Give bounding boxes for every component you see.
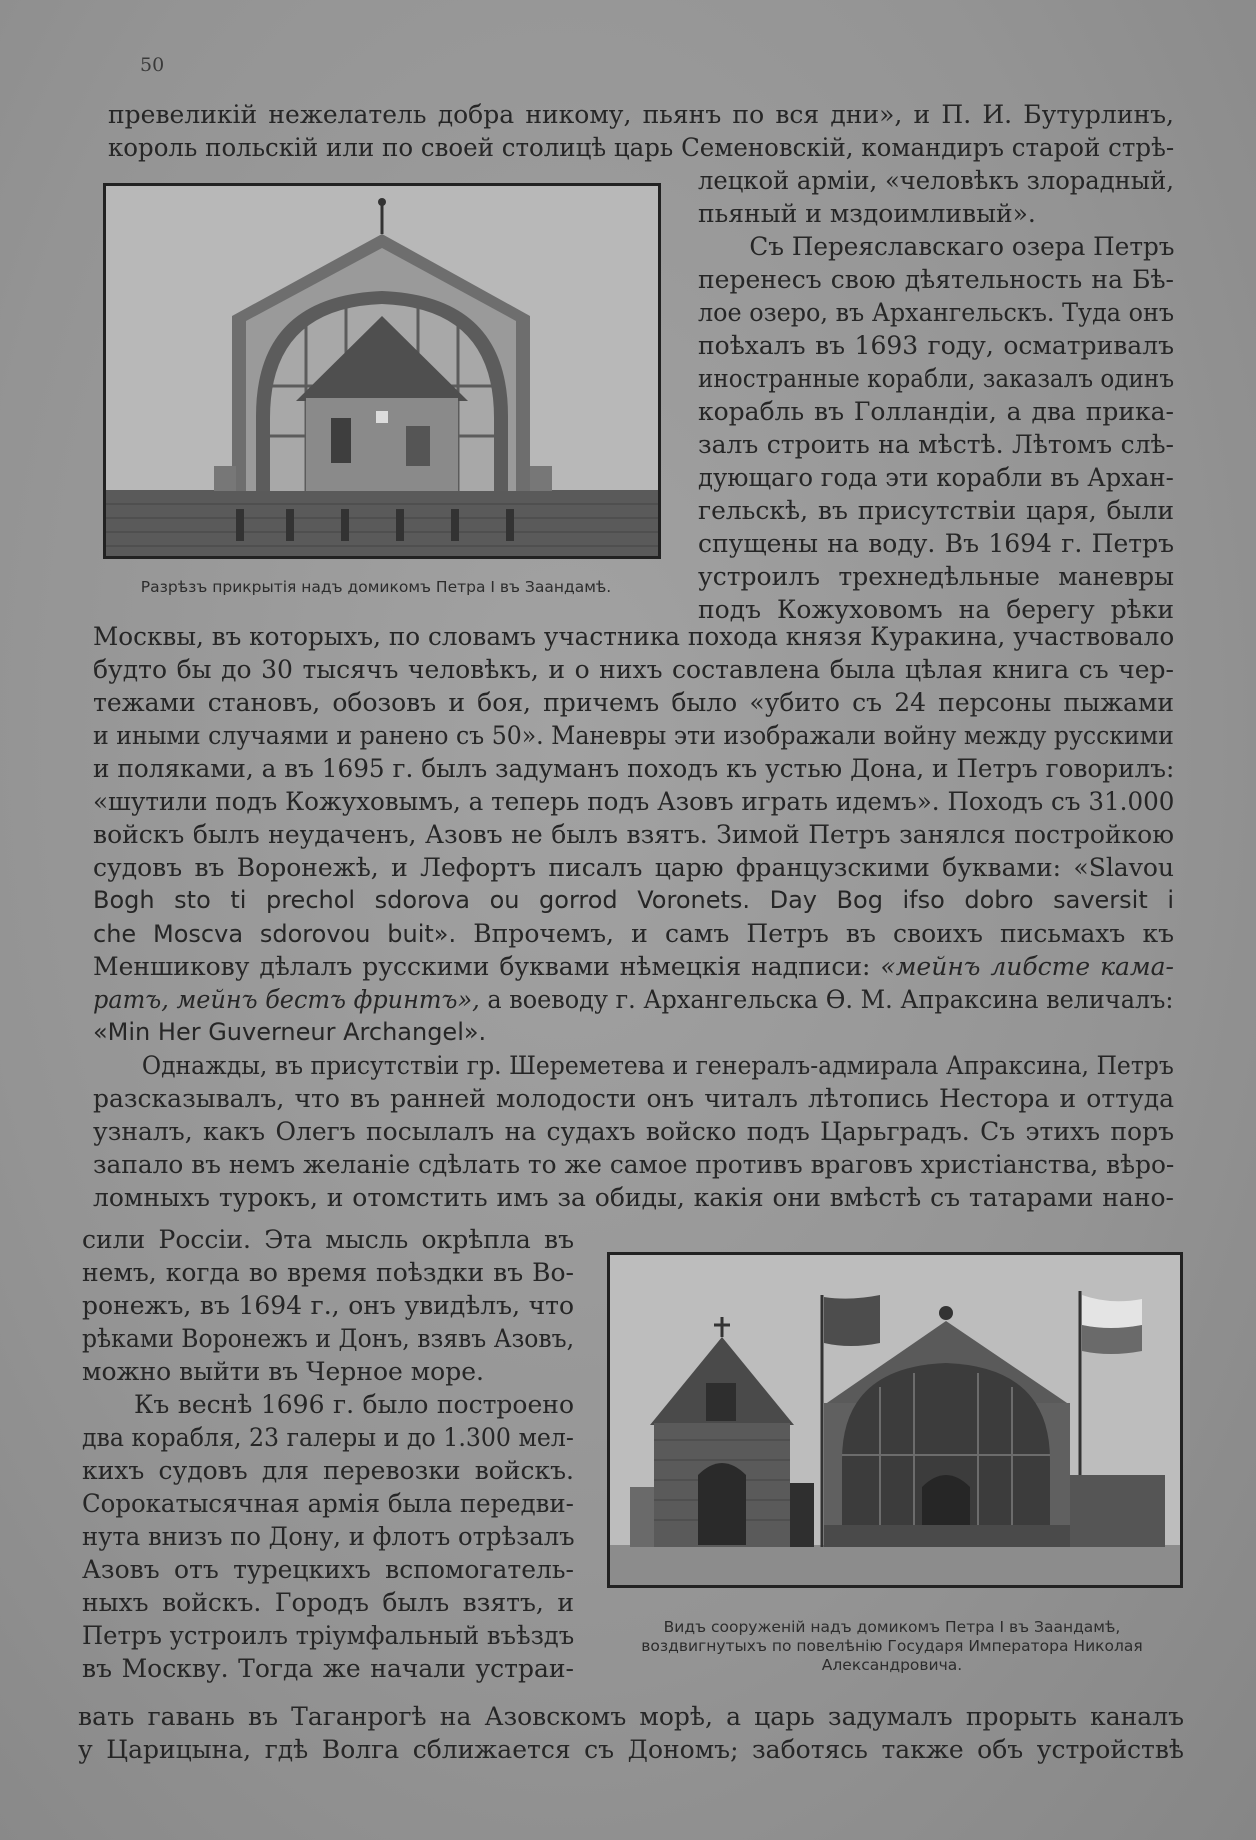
text-line: устроилъ трехнедѣльные маневры: [698, 562, 1174, 591]
text-line: рѣками Воронежъ и Донъ, взявъ Азовъ,: [82, 1324, 575, 1353]
italic-fragment: «мейнъ либсте кама-: [880, 952, 1174, 981]
figure-2-caption: [600, 1618, 1184, 1675]
text-line: у Царицына, гдѣ Волга сближается съ Дономъ; заботясь также объ устройствѣ: [78, 1735, 1184, 1764]
text-line: и поляками, а въ 1695 г. былъ задуманъ походъ къ устью Дона, и Петръ говорилъ:: [93, 754, 1175, 783]
text-line: Москвы, въ которыхъ, по словамъ участника похода князя Куракина, участвовало: [93, 622, 1175, 651]
page-number: 50: [140, 54, 165, 76]
text-line: тежами становъ, обозовъ и боя, причемъ было «убито съ 24 персоны пыжами: [93, 688, 1174, 717]
text-line: кихъ судовъ для перевозки войскъ.: [82, 1456, 574, 1485]
text-line: разсказывалъ, что въ ранней молодости онъ читалъ лѣтопись Нестора и оттуда: [93, 1084, 1174, 1113]
text-line: нута внизъ по Дону, и флотъ отрѣзалъ: [82, 1522, 575, 1551]
text-line: и иными случаями и ранено съ 50». Маневры эти изображали войну между русскими: [93, 721, 1174, 750]
text-line: Однажды, въ присутствіи гр. Шереметева и генералъ-адмирала Апраксина, Петръ: [141, 1051, 1174, 1080]
text-line: [93, 950, 1174, 983]
caption-line: воздвигнутыхъ по повелѣнію Государя Императора Николая: [641, 1637, 1143, 1655]
facade-drawing-icon: [610, 1255, 1180, 1585]
caption-line: Александровича.: [821, 1656, 963, 1674]
text-line: Сорокатысячная армія была передви-: [82, 1489, 574, 1518]
text-line: Азовъ отъ турецкихъ вспомогатель-: [82, 1555, 574, 1584]
text-line: король польскій или по своей столицѣ царь Семеновскій, командиръ старой стрѣ-: [108, 133, 1175, 162]
text-block-bottom: [78, 1700, 1184, 1766]
text-line: войскъ былъ неудаченъ, Азовъ не былъ взятъ. Зимой Петръ занялся постройкою: [93, 820, 1174, 849]
text-line: немъ, когда во время поѣздки въ Во-: [82, 1258, 574, 1287]
text-line: лецкой арміи, «человѣкъ злорадный,: [698, 166, 1174, 195]
text-line: иностранные корабли, заказалъ одинъ: [698, 364, 1175, 393]
text-line: перенесъ свою дѣятельность на Бѣ-: [698, 265, 1174, 294]
text-line: гельскѣ, въ присутствіи царя, были: [698, 496, 1174, 525]
text-line: лое озеро, въ Архангельскъ. Туда онъ: [698, 298, 1175, 327]
text-fragment: Меншикову дѣлалъ русскими буквами нѣмецкія надписи:: [93, 952, 881, 981]
figure-2-image: [607, 1252, 1183, 1588]
figure-1-caption: Разрѣзъ прикрытія надъ домикомъ Петра I въ Заандамѣ.: [140, 578, 612, 596]
text-line: поѣхалъ въ 1693 году, осматривалъ: [698, 331, 1174, 360]
text-block-right-column: [698, 164, 1174, 626]
text-line: Съ Переяславскаго озера Петръ: [749, 232, 1175, 261]
text-line: можно выйти въ Черное море.: [82, 1357, 484, 1386]
section-drawing-icon: [106, 186, 658, 556]
italic-fragment: ратъ, мейнъ бестъ фринтъ»,: [93, 985, 480, 1014]
caption-line: Видъ сооруженій надъ домикомъ Петра I въ Заандамѣ,: [663, 1618, 1121, 1636]
text-line: запало въ немъ желаніе сдѣлать то же самое противъ враговъ христіанства, вѣро-: [93, 1150, 1175, 1179]
text-line: сили Россіи. Эта мысль окрѣпла въ: [82, 1225, 574, 1254]
text-block-top: [108, 98, 1174, 164]
text-line: въ Москву. Тогда же начали устраи-: [82, 1654, 574, 1683]
text-block-main: [93, 620, 1174, 1214]
text-line: будто бы до 30 тысячъ человѣкъ, и о нихъ составлена была цѣлая книга съ чер-: [93, 655, 1174, 684]
figure-1-image: [103, 183, 661, 559]
text-line: [93, 983, 1173, 1016]
text-line: пьяный и мздоимливый».: [698, 199, 1036, 228]
text-line-latin: Bogh sto ti prechol sdorova ou gorrod Voronets. Day Bog ifso dobro saversit i: [93, 886, 1174, 914]
text-line: ломныхъ турокъ, и отомстить имъ за обиды, какія они вмѣстѣ съ татарами нано-: [93, 1183, 1174, 1212]
text-line: судовъ въ Воронежѣ, и Лефортъ писалъ царю французскими буквами: «Slavou: [93, 853, 1174, 882]
text-line: ронежъ, въ 1694 г., онъ увидѣлъ, что: [82, 1291, 574, 1320]
text-line: Петръ устроилъ тріумфальный въѣздъ: [82, 1621, 575, 1650]
text-fragment: а воеводу г. Архангельска Ѳ. М. Апраксина величалъ:: [479, 985, 1174, 1014]
text-line-latin: «Min Her Guverneur Archangel».: [93, 1018, 487, 1046]
text-line: ныхъ войскъ. Городъ былъ взятъ, и: [82, 1588, 574, 1617]
text-line: подъ Кожуховомъ на берегу рѣки: [698, 595, 1174, 624]
latin-fragment: che Moscva sdorovou buit».: [93, 920, 457, 948]
text-line: спущены на воду. Въ 1694 г. Петръ: [698, 529, 1174, 558]
text-line: корабль въ Голландіи, а два прика-: [698, 397, 1174, 426]
text-block-left-column: [82, 1223, 574, 1685]
text-line: узналъ, какъ Олегъ посылалъ на судахъ войско подъ Царьградъ. Съ этихъ поръ: [93, 1117, 1174, 1146]
text-line: превеликій нежелатель добра никому, пьянъ по вся дни», и П. И. Бутурлинъ,: [108, 100, 1174, 129]
text-line: залъ строить на мѣстѣ. Лѣтомъ слѣ-: [698, 430, 1174, 459]
text-line: [93, 917, 1174, 950]
text-line: вать гавань въ Таганрогѣ на Азовскомъ морѣ, а царь задумалъ прорыть каналъ: [78, 1702, 1184, 1731]
text-line: «шутили подъ Кожуховымъ, а теперь подъ Азовъ играть идемъ». Походъ съ 31.000: [93, 787, 1175, 816]
text-line: два корабля, 23 галеры и до 1.300 мел-: [82, 1423, 574, 1452]
text-line: Къ веснѣ 1696 г. было построено: [134, 1390, 574, 1419]
text-fragment: Впрочемъ, и самъ Петръ въ своихъ письмахъ къ: [456, 919, 1175, 948]
text-line: дующаго года эти корабли въ Архан-: [698, 463, 1174, 492]
